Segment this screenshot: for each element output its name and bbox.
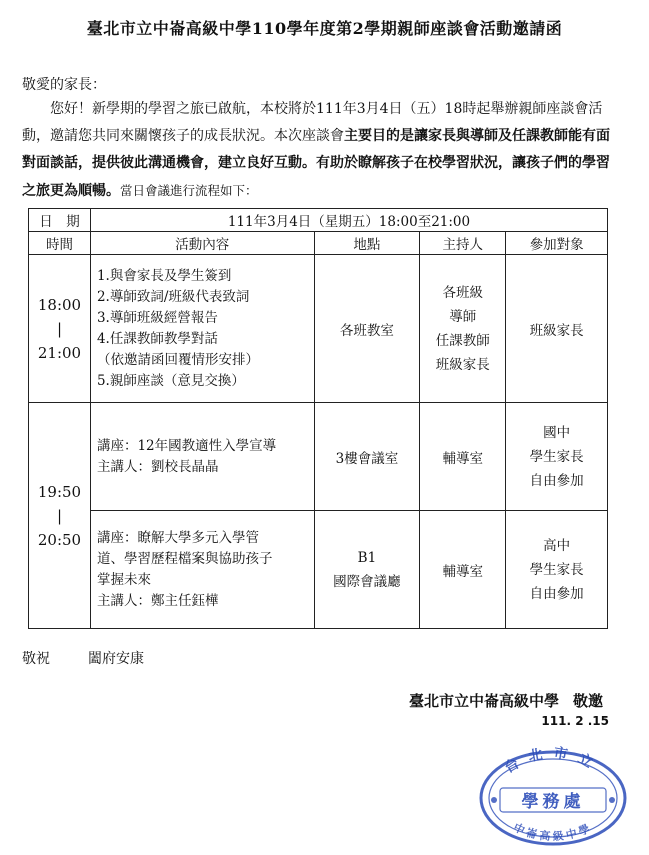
date-value: 111年3月4日（星期五）18:00至21:00 bbox=[90, 209, 607, 232]
signature-date: 111. 2 .15 bbox=[541, 714, 609, 728]
table-row bbox=[29, 511, 608, 629]
header-audience: 參加對象 bbox=[506, 232, 608, 255]
audience-3: 高中 學生家長 自由參加 bbox=[506, 511, 608, 629]
intro-paragraph bbox=[22, 96, 622, 205]
host-2: 輔導室 bbox=[420, 403, 506, 511]
document-title: 臺北市立中崙高級中學110學年度第2學期親師座談會活動邀請函 bbox=[86, 19, 563, 38]
signature-invite: 敬邀 bbox=[572, 692, 603, 710]
signature-org: 臺北市立中崙高級中學 bbox=[408, 692, 559, 710]
seal-top-text: 台北市立 bbox=[502, 745, 604, 777]
location-3: B1 國際會議廳 bbox=[314, 511, 420, 629]
closing-wish-text: 闔府安康 bbox=[88, 651, 144, 667]
greeting: 敬愛的家長： bbox=[22, 77, 106, 93]
intro-bold-text: 主要目的是讓家長與導師及任課教師能有面對面談話，提供彼此溝通機會，建立良好互動。有助於瞭解孩子在校學習狀況，讓孩子們的學習之旅更為順暢。 bbox=[22, 128, 610, 199]
seal-bottom-text: 中崙高級中學 bbox=[511, 820, 595, 844]
time-block-1: 18:00 | 21:00 bbox=[29, 255, 91, 403]
seal-dot-right bbox=[609, 797, 615, 803]
host-3: 輔導室 bbox=[420, 511, 506, 629]
intro-flow-text: 當日會議進行流程如下： bbox=[120, 183, 258, 198]
header-activity: 活動內容 bbox=[90, 232, 314, 255]
header-location: 地點 bbox=[314, 232, 420, 255]
closing-wish bbox=[22, 648, 144, 668]
activity-2: 講座：12年國教適性入學宣導 主講人：劉校長晶晶 bbox=[90, 403, 314, 511]
header-time: 時間 bbox=[29, 232, 91, 255]
svg-text:台北市立 bbox=[502, 744, 605, 776]
audience-2: 國中 學生家長 自由參加 bbox=[506, 403, 608, 511]
host-1: 各班級 導師 任課教師 班級家長 bbox=[420, 255, 506, 403]
location-1: 各班教室 bbox=[314, 255, 420, 403]
signature bbox=[409, 690, 603, 711]
activity-3: 講座：瞭解大學多元入學管 道、學習歷程檔案與協助孩子 掌握未來 主講人：鄭主任鈺樺 bbox=[90, 511, 314, 629]
date-label: 日 期 bbox=[29, 209, 91, 232]
seal-dot-left bbox=[491, 797, 497, 803]
schedule-table bbox=[28, 208, 608, 629]
audience-1: 班級家長 bbox=[506, 255, 608, 403]
seal-middle-text: 學務處 bbox=[521, 792, 585, 812]
location-2: 3樓會議室 bbox=[314, 403, 420, 511]
header-host: 主持人 bbox=[420, 232, 506, 255]
table-row bbox=[29, 403, 608, 511]
activity-list-1: 1.與會家長及學生簽到 2.導師致詞/班級代表致詞 3.導師班級經營報告 4.任課教師教學對話 （依邀請函回覆情形安排） 5.親師座談（意見交換） bbox=[90, 255, 314, 403]
official-seal bbox=[478, 740, 628, 846]
time-block-2: 19:50 | 20:50 bbox=[29, 403, 91, 629]
table-row bbox=[29, 255, 608, 403]
intro-text: 您好！新學期的學習之旅已啟航，本校將於111年3月4日（五）18時起舉辦親師座談會活動，邀請您共同來關懷孩子的成長狀況。本次座談會 bbox=[22, 101, 603, 144]
closing-respect: 敬祝 bbox=[22, 651, 50, 667]
